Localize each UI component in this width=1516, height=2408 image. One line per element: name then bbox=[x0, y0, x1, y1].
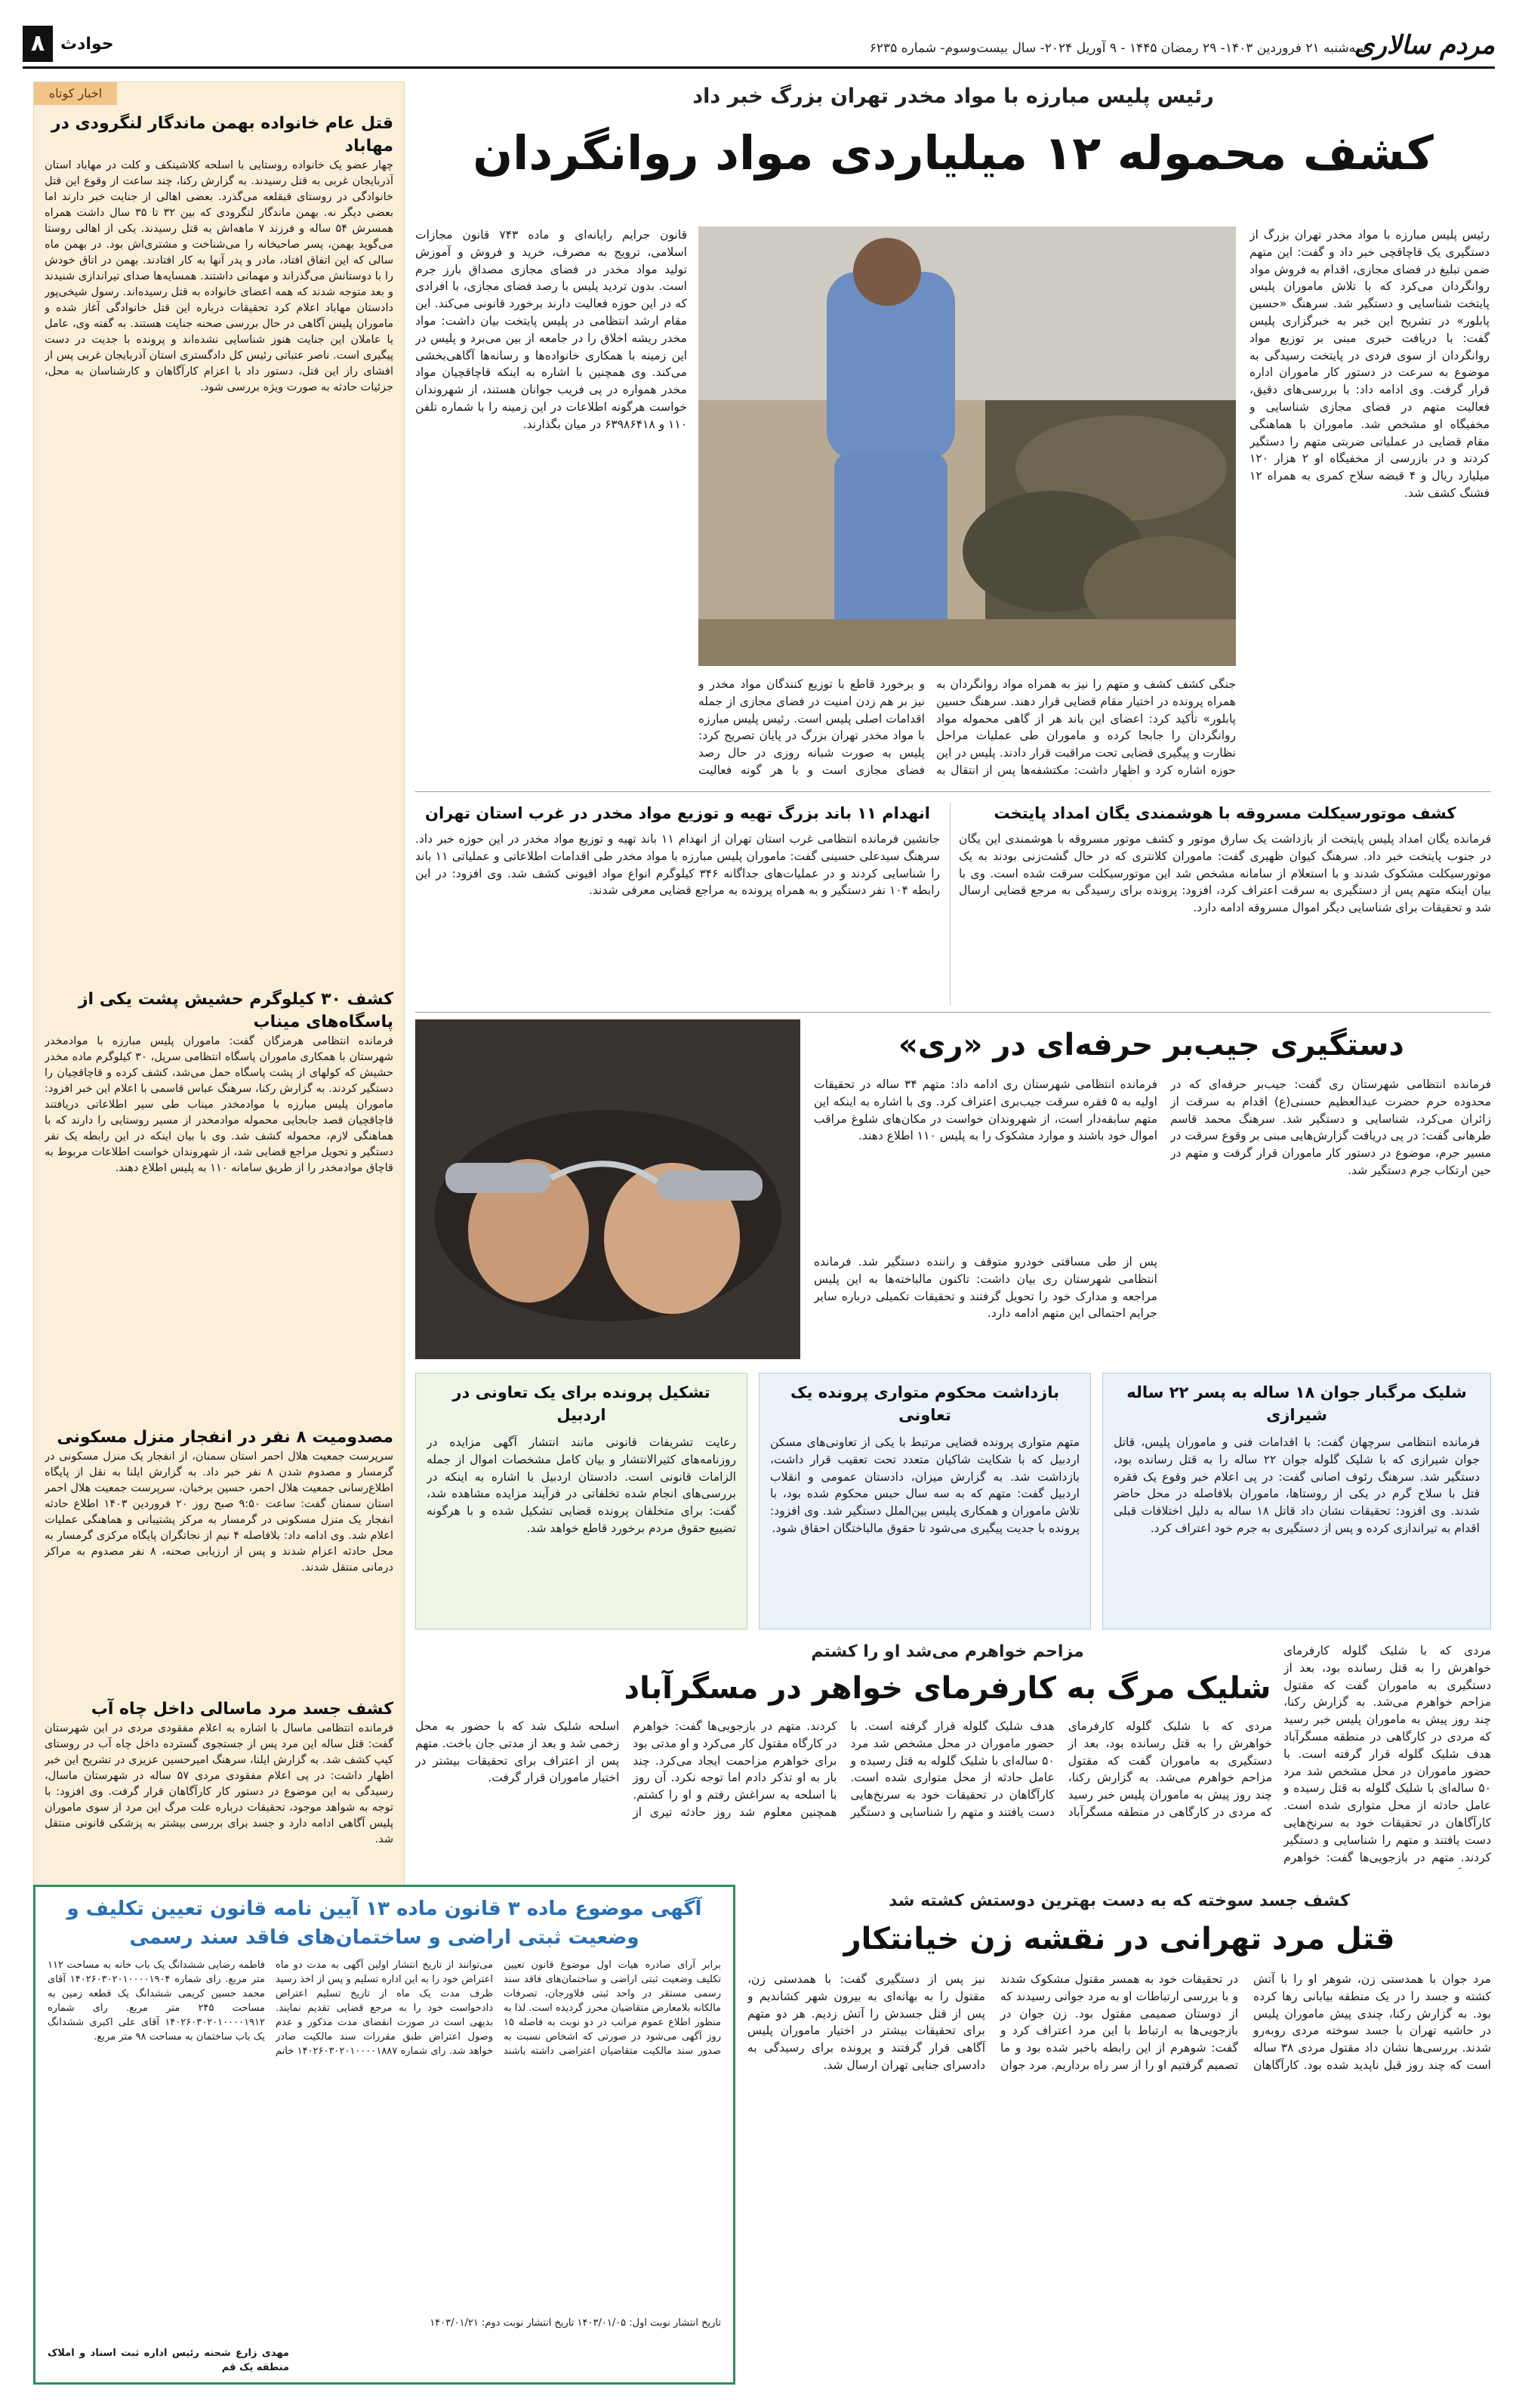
photo-image bbox=[698, 227, 1236, 666]
mosgarabad-column: مردی که با شلیک گلوله کارفرمای خواهرش را به قتل رسانده بود، بعد از دستگیری به ماموران گفت که مقتول مزاحم خواهرم می‌شد. به گزارش رکنا، چند روز پیش به ماموران پلیس خبر رسید که مردی در کارگاهی در منطقه مسگرآباد هدف شلیک گلوله قرار گرفته است. با حضور ماموران در محل مشخص شد مرد ۵۰ ساله‌ای با شلیک گلوله به قتل رسیده و عامل حادثه از محل متواری شده است. کارآگاهان در تحقیقات خود به سرنخ‌هایی دست یافتند و متهم را شناسایی و دستگیر کردند. متهم در بازجویی‌ها گفت: خواهرم bbox=[1283, 1644, 1491, 1864]
section-name: حوادث bbox=[60, 35, 114, 54]
brief-story bbox=[45, 1426, 393, 1676]
story-body: جانشین فرمانده انتظامی غرب استان تهران از انهدام ۱۱ باند تهیه و توزیع مواد مخدر در این حوزه خبر داد. سرهنگ سیدعلی حسینی گفت: ماموران پلیس مبارزه با مواد مخدر طی اقدامات اطلاعاتی و عملیاتی ۱۱ باند را شناسایی کردند و در عملیات‌های جداگانه ۳۴۶ کیلوگرم انواع مواد افیونی کشف شد. وی افزود: در این رابطه ۱۰۴ نفر دستگیر و به همراه پرونده به مراجع قضایی معرفی شدند. bbox=[415, 832, 940, 898]
brief-story bbox=[45, 113, 393, 1004]
brief-title: قتل عام خانواده بهمن ماندگار لنگرودی در مهاباد bbox=[51, 114, 393, 156]
brief-body: چهار عضو یک خانواده روستایی با اسلحه کلاشینکف و کلت در مهاباد استان آذربایجان غربی به قتل رسیدند. به گزارش رکنا، چند ساعت از وقوع این قتل خانوادگی در روستای قبقلعه می‌گذرد. بعضی اهالی از جنایت خبر دارند اما بعضی دیگر نه. بهمن ماندگار لنگرودی که بین ۳۲ تا ۳۵ سال داشت همراه همسرش ۵۴ ساله و فرزند ۷ ماهه‌اش به قتل رسیدند. یکی از اهالی روستا می‌گوید بهمن، پسر صاحبخانه را می‌شناخت و مشتری‌اش بود. در بهمن ماه سالی که این اتفاق افتاد، مادر و پدر آنها به کار افتادند. بهمن در اتاق خودش را با دوستانش می‌گذراند و مهمانی داشتند. همسایه‌ها صدای تیراندازی شنیدند و بعد متوجه شدند که همه اعضای خانواده به قتل رسیده‌اند. رسول شیخی‌پور دادستان مهاباد اعلام کرد تحقیقات درباره این قتل خانوادگی آغاز شده و ماموران پلیس آگاهی در حال بررسی صحنه جنایت هستند. به گفته وی، عامل یا عاملان این جنایت هنوز شناسایی نشده‌اند و پرونده با جدیت در دست پیگیری است. ناصر عتباتی رئیس کل دادگستری استان آذربایجان غربی پس از افشای راز این قتل، دستور داد با اعزام کارآگاهان و کارشناسان به محل، جزئیات حادثه به صورت ویژه بررسی شود. bbox=[45, 159, 393, 393]
lead-column: و برخورد قاطع با توزیع کنندگان مواد مخدر و نیز بر هم زدن امنیت در فضای مجازی از جمله اقدامات اصلی پلیس است. رئیس پلیس مبارزه با مواد مخدر تهران بزرگ در پایان تصریح کرد: پلیس به صورت شبانه روزی در حال رصد فضای مجازی است و با هر گونه فعالیت bbox=[698, 677, 925, 777]
pickpocket-column: فرمانده انتظامی شهرستان ری گفت: جیب‌بر حرفه‌ای که در محدوده حرم حضرت عبدالعظیم حسنی(ع) اقدام به سرقت از زائران می‌کرد، شناسایی و دستگیر شد. سرهنگ محمد قاسم طرهانی گفت: در پی دریافت گزارش‌هایی مبنی بر وقوع سرقت در مسیر حرم، موضوع در دستور کار ماموران قرار گرفت و متهم در حین ارتکاب جرم دستگیر شد. bbox=[1170, 1078, 1491, 1177]
divider bbox=[415, 791, 1491, 792]
pickpocket-photo bbox=[415, 1019, 800, 1359]
burned-headline: قتل مرد تهرانی در نقشه زن خیانتکار bbox=[843, 1922, 1395, 1956]
burned-kicker: کشف جسد سوخته که به دست بهترین دوستش کشته شد bbox=[889, 1892, 1350, 1910]
mosgarabad-kicker: مزاحم خواهرم می‌شد او را کشتم bbox=[811, 1642, 1084, 1661]
notice-dates: تاریخ انتشار نوبت اول: ۱۴۰۳/۰۱/۰۵ تاریخ انتشار نوبت دوم: ۱۴۰۳/۰۱/۲۱ bbox=[430, 2317, 721, 2329]
brief-story bbox=[45, 988, 393, 1404]
mosgarabad-columns: مردی که با شلیک گلوله کارفرمای خواهرش را به قتل رسانده بود، بعد از دستگیری به ماموران گفت که مقتول مزاحم خواهرم می‌شد. به گزارش رکنا، چند روز پیش به ماموران پلیس خبر رسید که مردی در کارگاهی در منطقه مسگرآباد هدف شلیک گلوله قرار گرفته است. با حضور ماموران در محل مشخص شد مرد ۵۰ ساله‌ای با شلیک گلوله به قتل رسیده و عامل حادثه از محل متواری شده است. کارآگاهان در تحقیقات خود به سرنخ‌هایی دست یافتند و متهم را شناسایی و دستگیر کردند. متهم در بازجویی‌ها گفت: خواهرم در کارگاه مقتول کار می‌کرد و او مدتی بود برای خواهرم مزاحمت ایجاد می‌کرد. چند بار به او تذکر دادم اما توجه نکرد. آن روز با اسلحه به سراغش رفتم و او را کشتم. همچنین معلوم شد روز حادثه تیری از اسلحه شلیک شد که با حضور به محل زخمی شد و بعد از مدتی جان باخت. متهم پس از اعتراف برای تحقیقات بیشتر در اختیار ماموران قرار گرفت. bbox=[415, 1719, 1272, 1819]
lead-photo bbox=[698, 227, 1236, 666]
brief-body: فرمانده انتظامی ماسال با اشاره به اعلام مفقودی مردی در این شهرستان گفت: قتل ساله این مرد پس از جستجوی گسترده داخل چاه آب در روستای کیپ کشف شد. به گزارش ایلنا، سرهنگ امیرحسین عزیزی در تشریح این خبر اظهار داشت: در پی اعلام مفقودی مردی ۵۷ ساله در شهرستان ماسال، رسیدگی به این موضوع در دستور کار کارآگاهان قرار گرفت. وی افزود: با توجه به شواهد موجود، تحقیقات درباره علت مرگ این مرد از سوی ماموران پلیس آگاهی ادامه دارد و جسد برای بررسی بیشتر به پزشکی قانونی منتقل شد. bbox=[45, 1722, 393, 1845]
lead-column: جنگی کشف کشف و متهم را نیز به همراه مواد روانگردان به همراه پرونده در اختیار مقام قضایی قرار دهند. سرهنگ حسین پابلور» تأکید کرد: اعضای این باند هر از گاهی محموله مواد روانگردان را جابجا کرده و ماموران طی عملیات مراحل نظارت و پیگیری قضایی تحت مراقبت قرار دادند. پلیس در این حوزه اشاره کرد و اظهار داشت: مکتشفه‌ها پس از انتقال به bbox=[936, 677, 1236, 777]
story-drug-bands bbox=[415, 802, 940, 1012]
pickpocket-column: فرمانده انتظامی شهرستان ری ادامه داد: متهم ۳۴ ساله در تحقیقات اولیه به ۵ فقره سرقت جیب‌بری اعتراف کرد. وی با اشاره به اینکه این متهم سابقه‌دار است، از شهروندان خواست در مکان‌های شلوغ مراقب اموال خود باشند و موارد مشکوک را به پلیس ۱۱۰ اطلاع دهند. bbox=[814, 1078, 1157, 1143]
notice-signature: مهدی زارع شحنه رئیس اداره ثبت اسناد و املاک منطقه یک قم bbox=[48, 2348, 289, 2373]
pickpocket-column: پس از طی مسافتی خودرو متوقف و راننده دستگیر شد. فرمانده انتظامی شهرستان ری بیان داشت: تاکنون مالباخته‌ها به این پلیس مراجعه و مدارک خود را تحویل گرفتند و تحقیقات تکمیلی درباره سایر جرایم احتمالی این متهم ادامه دارد. bbox=[814, 1255, 1157, 1321]
lead-column: رئیس پلیس مبارزه با مواد مخدر تهران بزرگ از دستگیری یک قاچاقچی خبر داد و گفت: این متهم ضمن تبلیغ در فضای مجازی، اقدام به فروش مواد روانگردان می‌کرد که با تلاش ماموران پلیس پایتخت شناسایی و دستگیر شد. سرهنگ «حسین پابلور» در تشریح این خبر به خبرگزاری پلیس گفت: با دریافت خبری مبنی بر توزیع مواد روانگردان از سوی فردی در پایتخت رسیدگی به موضوع به سرعت در دستور کار ماموران اداره قرار گرفت. وی ادامه داد: با بررسی‌های دقیق، فعالیت متهم در فضای مجازی شناسایی و مخفیگاه او مشخص شد. ماموران با هماهنگی مقام قضایی در عملیاتی ضربتی متهم را دستگیر کردند و در بازرسی از مخفیگاه او ۲ هزار ۱۲۰ میلیارد ریال و ۴ قبضه سلاح کمری به همراه ۱۲ فشنگ کشف شد. bbox=[1249, 228, 1490, 500]
brief-title: مصدومیت ۸ نفر در انفجار منزل مسکونی bbox=[57, 1428, 393, 1447]
story-body: متهم متواری پرونده قضایی مرتبط با یکی از تعاونی‌های مسکن اردبیل که با شکایت شاکیان متعدد تحت تعقیب قرار داشت، بازداشت شد. به گزارش میزان، دادستان عمومی و انقلاب اردبیل گفت: متهم که به سه سال حبس محکوم شده بود، با تلاش ماموران و همکاری پلیس بین‌الملل دستگیر شد. وی افزود: پرونده با جدیت پیگیری می‌شود تا حقوق مالباختگان احقاق شود. bbox=[770, 1435, 1080, 1535]
photo-image bbox=[415, 1019, 800, 1359]
lead-column: قانون جرایم رایانه‌ای و ماده ۷۴۳ قانون مجازات اسلامی، ترویج به مصرف، خرید و فروش و آموزش تولید مواد مخدر در فضای مجازی مصداق بارز جرم است. بدون تردید پلیس با رصد فضای مجازی، با افرادی که در این حوزه فعالیت دارند برخورد قانونی می‌کند. این مقام ارشد انتظامی در پلیس پایتخت بیان داشت: مواد مخدر ریشه اخلاق را در جامعه از بین می‌برد و پلیس در این زمینه با همکاری خانواده‌ها و رسانه‌ها آگاهی‌بخشی می‌کند. وی همچنین با اشاره به اینکه قاچاقچیان مواد مخدر همواره در پی فریب جوانان هستند، از شهروندان خواست هرگونه اطلاعات در این زمینه را با شماره تلفن ۱۱۰ و ۶۳۹۸۶۴۱۸ در میان بگذارند. bbox=[415, 228, 687, 431]
newspaper-logo: مردم سالاری bbox=[1354, 30, 1495, 60]
brief-body: سرپرست جمعیت هلال احمر استان سمنان، از انفجار یک منزل مسکونی در گرمسار و مصدوم شدن ۸ نفر خبر داد. به گزارش ایلنا به نقل از پایگاه اطلاع‌رسانی جمعیت هلال احمر، حسین برخبان، سرپرست جمعیت هلال احمر استان سمنان گفت: ساعت ۹:۵۰ صبح روز ۲۰ فروردین ۱۴۰۳ اطلاع حادثه انفجار یک منزل مسکونی در گرمسار به مرکز پشتیبانی و هماهنگی عملیات اعلام شد. وی ادامه داد: بلافاصله ۴ نیم از نجاتگران پایگاه مرکزی گرمسار به محل حادثه اعزام شدند و پس از ارزیابی صحنه، ۸ نفر مصدوم به مراکز درمانی منتقل شدند. bbox=[45, 1451, 393, 1574]
story-body: فرمانده انتظامی سرچهان گفت: با اقدامات فنی و ماموران پلیس، قاتل جوان شیرازی که با شلیک گلوله جوان ۲۲ ساله را به قتل رسانده بود، دستگیر شد. سرهنگ رئوف اصانی گفت: در پی اعلام خبر وقوع یک فقره قتل با سلاح گرم در یکی از روستاها، ماموران بلافاصله در محل حاضر شدند. وی افزود: تحقیقات نشان داد قاتل ۱۸ ساله به دلیل اختلافات قبلی اقدام به تیراندازی کرده و پس از دستگیری به جرم خود اعتراف کرد. bbox=[1114, 1435, 1480, 1535]
legal-notice bbox=[33, 1885, 735, 2385]
brief-body: فرمانده انتظامی هرمزگان گفت: ماموران پلیس مبارزه با موادمخدر شهرستان با همکاری ماموران پاسگاه انتظامی سرپل، ۳۰ کیلوگرم ماده مخدر حشیش که کولهای از پشت پاسگاه حمل می‌شد، کشف کرده و قاچاقچیان را دستگیر کردند. به گزارش رکنا، سرهنگ عباس قاسمی با اعلام این خبر افزود: ماموران پلیس مبارزه با موادمخدر میناب طی سیر اطلاعاتی دریافتند قاچاقچیان قصد جابجایی محموله موادمخدر از مسیر روستایی را دارند که با هماهنگی لازم، محموله کشف شد. وی با بیان اینکه در این رابطه یک نفر دستگیر و تحویل مراجع قضایی شد، از شهروندان خواست اطلاعات مربوط به قاچاق موادمخدر را از طریق سامانه ۱۱۰ به پلیس اطلاع دهند. bbox=[45, 1035, 393, 1174]
story-body: رعایت تشریفات قانونی مانند انتشار آگهی مزایده در روزنامه‌های کثیرالانتشار و بیان کامل مشخصات اموال از جمله الزامات قانونی است. دادستان اردبیل با اشاره به اینکه در بررسی‌های انجام شده تخلفاتی در فرآیند مزایده مشاهده شد، گفت: برای متخلفان پرونده قضایی تشکیل شده و با هرگونه تضییع حقوق مردم برخورد قاطع خواهد شد. bbox=[427, 1435, 736, 1535]
notice-title: آگهی موضوع ماده ۳ قانون ماده ۱۳ آیین نامه قانون تعیین تکلیف و وضعیت ثبتی اراضی و ساختمان‌های فاقد سند رسمی bbox=[66, 1898, 702, 1949]
notice-body: برابر آرای صادره هیات اول موضوع قانون تعیین تکلیف وضعیت ثبتی اراضی و ساختمان‌های فاقد سند رسمی مستقر در واحد ثبتی فلاورجان، تصرفات مالکانه بلامعارض متقاضیان محرز گردیده است. لذا به منظور اطلاع عموم مراتب در دو نوبت به فاصله ۱۵ روز آگهی می‌شود در صورتی که اشخاص نسبت به صدور سند مالکیت متقاضیان اعتراضی داشته باشند می‌توانند از تاریخ انتشار اولین آگهی به مدت دو ماه اعتراض خود را به این اداره تسلیم و پس از اخذ رسید ظرف مدت یک ماه از تاریخ تسلیم اعتراض دادخواست خود را به مرجع قضایی تقدیم نمایند. بدیهی است در صورت انقضای مدت مذکور و عدم وصول اعتراض طبق مقررات سند مالکیت صادر خواهد شد. رای شماره ۱۴۰۲۶۰۳۰۲۰۱۰۰۰۰۱۸۸۷ خانم فاطمه رضایی ششدانگ یک باب خانه به مساحت ۱۱۲ متر مربع. رای شماره ۱۴۰۲۶۰۳۰۲۰۱۰۰۰۰۱۹۰۴ آقای محمد حسین کریمی ششدانگ یک قطعه زمین به مساحت ۲۴۵ متر مربع. رای شماره ۱۴۰۲۶۰۳۰۲۰۱۰۰۰۰۱۹۱۲ آقای علی اکبری ششدانگ یک باب ساختمان به مساحت ۹۸ متر مربع. bbox=[48, 1959, 721, 2057]
dateline: سه‌شنبه ۲۱ فروردین ۱۴۰۳- ۲۹ رمضان ۱۴۴۵ - ۹ آوریل ۲۰۲۴- سال بیست‌وسوم- شماره ۶۲۳۵ bbox=[869, 41, 1367, 56]
story-motorcycle bbox=[959, 802, 1491, 1012]
lead-kicker: رئیس پلیس مبارزه با مواد مخدر تهران بزرگ خبر داد bbox=[692, 85, 1214, 108]
story-title: شلیک مرگبار جوان ۱۸ ساله به پسر ۲۲ ساله شیرازی bbox=[1126, 1383, 1467, 1424]
lead-headline: کشف محموله ۱۲ میلیاردی مواد روانگردان bbox=[473, 125, 1434, 180]
page-header bbox=[23, 24, 1495, 69]
pickpocket-headline: دستگیری جیب‌بر حرفه‌ای در «ری» bbox=[898, 1028, 1404, 1062]
story-ardabil bbox=[415, 1373, 747, 1629]
mosgarabad-headline: شلیک مرگ به کارفرمای خواهر در مسگرآباد bbox=[624, 1671, 1271, 1706]
page-number: ۸ bbox=[23, 26, 53, 62]
story-shiraz-shooting bbox=[1102, 1373, 1491, 1629]
story-title: تشکیل پرونده برای یک تعاونی در اردبیل bbox=[452, 1383, 710, 1424]
header-rule bbox=[23, 66, 1495, 69]
sidebar-tag: اخبار کوتاه bbox=[34, 82, 117, 105]
brief-title: کشف ۳۰ کیلوگرم حشیش پشت یکی از پاسگاه‌های میناب bbox=[78, 990, 393, 1031]
story-title: بازداشت محکوم متواری پرونده یک تعاونی bbox=[790, 1383, 1059, 1424]
story-cooperative-arrest bbox=[759, 1373, 1091, 1629]
story-body: فرمانده یگان امداد پلیس پایتخت از بازداشت یک سارق موتور و کشف موتور مسروقه با هوشمندی این یگان در جنوب پایتخت خبر داد. سرهنگ کیوان ظهیری گفت: ماموران کلانتری که در حال گشت‌زنی بودند به یک موتورسیکلت مشکوک شدند و با استعلام از سامانه مشخص شد این موتورسیکلت سرقت شده است. وی با بیان اینکه متهم پس از دستگیری به سرقت اعتراف کرد، افزود: پرونده برای رسیدگی به مرجع قضایی ارسال شد و تحقیقات برای شناسایی دیگر اموال مسروقه ادامه دارد. bbox=[959, 832, 1491, 915]
burned-columns: مرد جوان با همدستی زن، شوهر او را با آتش کشته و جسد را در یک منطقه بیابانی رها کرده بود. به گزارش رکنا، چندی پیش ماموران پلیس در حاشیه تهران با جسد سوخته مردی روبه‌رو شدند. بررسی‌ها نشان داد مقتول مردی ۳۸ ساله است که چند روز قبل ناپدید شده بود. کارآگاهان در تحقیقات خود به همسر مقتول مشکوک شدند و با بررسی ارتباطات او به مرد جوانی رسیدند که از دوستان صمیمی مقتول بود. زن جوان در بازجویی‌ها به ارتباط با این مرد اعتراف کرد و گفت: شوهرم از این رابطه باخبر شده بود و ما تصمیم گرفتیم او را از سر راه برداریم. مرد جوان نیز پس از دستگیری گفت: با همدستی زن، مقتول را به بهانه‌ای به بیرون شهر کشاندیم و پس از قتل جسدش را آتش زدیم. هر دو متهم برای تحقیقات بیشتر در اختیار ماموران پلیس آگاهی قرار گرفتند و پرونده برای رسیدگی به دادسرای جنایی تهران ارسال شد. bbox=[747, 1972, 1491, 2072]
brief-title: کشف جسد مرد ماسالی داخل چاه آب bbox=[91, 1700, 393, 1719]
story-title: انهدام ۱۱ باند بزرگ تهیه و توزیع مواد مخدر در غرب استان تهران bbox=[425, 804, 930, 822]
story-title: کشف موتورسیکلت مسروقه با هوشمندی یگان امداد پایتخت bbox=[994, 804, 1456, 822]
column-rule bbox=[950, 802, 951, 1006]
divider bbox=[415, 1012, 1491, 1013]
